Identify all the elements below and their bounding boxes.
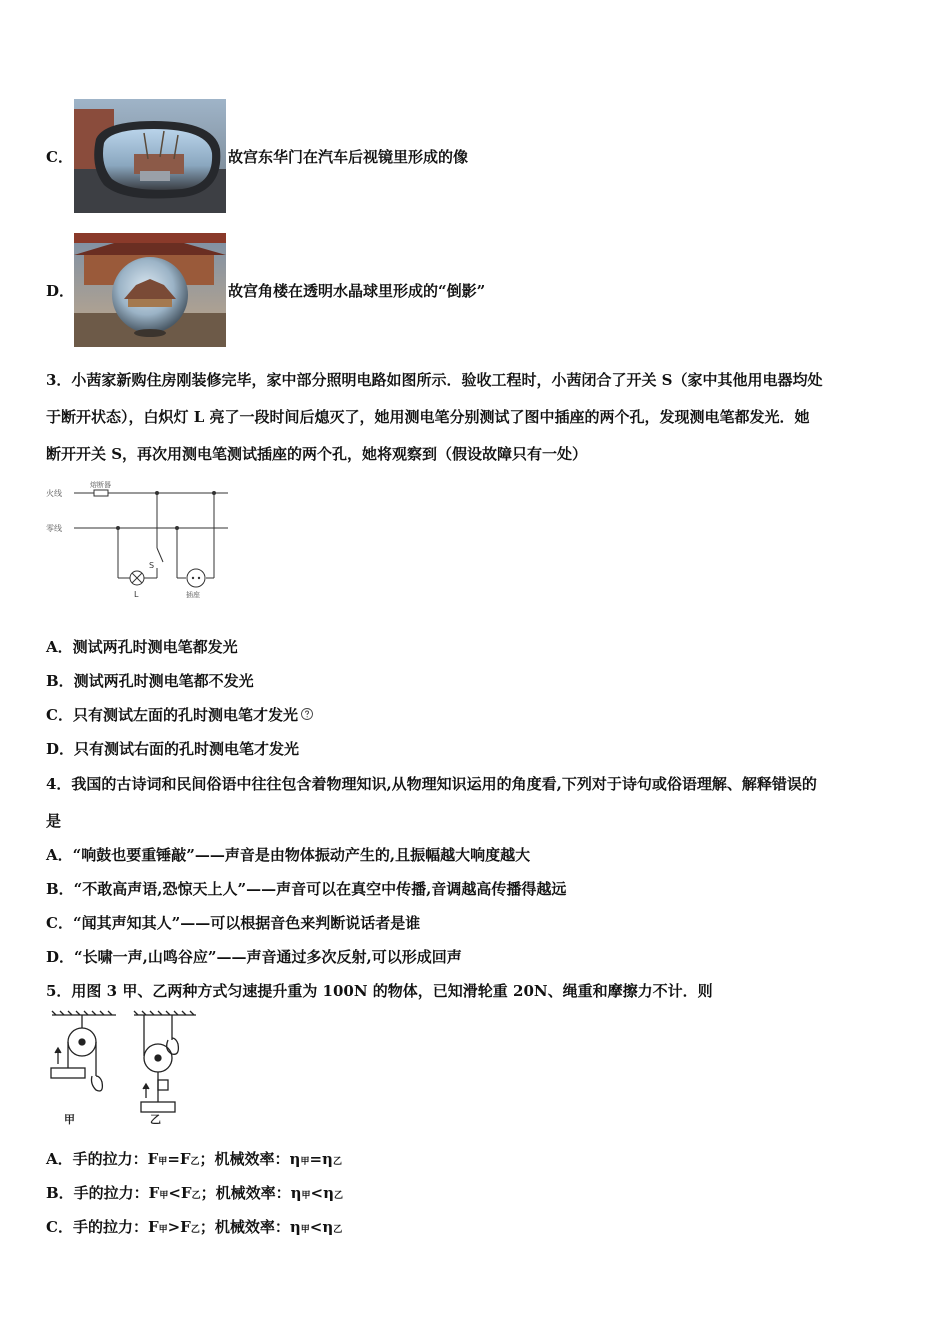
live-wire-label: 火线 bbox=[46, 489, 62, 498]
neutral-wire-label: 零线 bbox=[46, 524, 62, 533]
circuit-diagram bbox=[46, 478, 246, 603]
q3-option-a: A．测试两孔时测电笔都发光 bbox=[46, 638, 238, 656]
q5-option-b: B．手的拉力：F甲<F乙；机械效率：η甲<η乙 bbox=[46, 1184, 344, 1202]
q3-stem-line-2: 于断开状态），白炽灯 L 亮了一段时间后熄灭了，她用测电笔分别测试了图中插座的两个孔，发现测电笔都发光．她 bbox=[46, 408, 810, 426]
car-mirror-photo bbox=[74, 99, 226, 213]
socket-label: 插座 bbox=[186, 591, 200, 599]
q4-option-c: C．“闻其声知其人”——可以根据音色来判断说话者是谁 bbox=[46, 914, 421, 932]
q5-stem: 5．用图 3 甲、乙两种方式匀速提升重为 100N 的物体，已知滑轮重 20N、绳重和摩擦力不计．则 bbox=[46, 982, 713, 1000]
q3-option-c: C．只有测试左面的孔时测电笔才发光 bbox=[46, 705, 314, 725]
lamp-label: L bbox=[134, 590, 139, 599]
option-letter: D． bbox=[46, 281, 75, 300]
option-caption: 故宫角楼在透明水晶球里形成的“倒影” bbox=[228, 281, 486, 300]
q4-stem-line-2: 是 bbox=[46, 812, 62, 830]
label-yi: 乙 bbox=[150, 1113, 161, 1126]
switch-label: S bbox=[149, 561, 155, 570]
option-caption: 故宫东华门在汽车后视镜里形成的像 bbox=[228, 147, 469, 166]
q4-option-b: B．“不敢高声语,恐惊天上人”——声音可以在真空中传播,音调越高传播得越远 bbox=[46, 880, 567, 898]
q3-option-d: D．只有测试右面的孔时测电笔才发光 bbox=[46, 740, 300, 758]
option-letter: C． bbox=[46, 147, 73, 166]
option-d-image-row bbox=[46, 233, 485, 347]
q5-option-c: C．手的拉力：F甲>F乙；机械效率：η甲<η乙 bbox=[46, 1218, 343, 1236]
option-c-image-row bbox=[46, 99, 468, 213]
q3-option-b: B．测试两孔时测电笔都不发光 bbox=[46, 672, 254, 690]
q4-option-d: D．“长啸一声,山鸣谷应”——声音通过多次反射,可以形成回声 bbox=[46, 948, 462, 966]
help-circle-icon bbox=[300, 707, 314, 721]
q4-option-a: A．“响鼓也要重锤敲”——声音是由物体振动产生的,且振幅越大响度越大 bbox=[46, 846, 531, 864]
q3-stem-line-3: 断开开关 S，再次用测电笔测试插座的两个孔，她将观察到（假设故障只有一处） bbox=[46, 445, 588, 463]
q4-stem-line-1: 4．我国的古诗词和民间俗语中往往包含着物理知识,从物理知识运用的角度看,下列对于诗句或俗语理解、解释错误的 bbox=[46, 775, 817, 793]
fuse-label: 熔断器 bbox=[90, 481, 111, 489]
pulley-diagram bbox=[46, 1010, 206, 1128]
label-jia: 甲 bbox=[64, 1113, 75, 1126]
crystal-ball-photo bbox=[74, 233, 226, 347]
q3-stem-line-1: 3．小茜家新购住房刚装修完毕，家中部分照明电路如图所示．验收工程时，小茜闭合了开关 S（家中其他用电器均处 bbox=[46, 371, 823, 389]
q5-option-a: A．手的拉力：F甲=F乙；机械效率：η甲=η乙 bbox=[46, 1150, 342, 1168]
